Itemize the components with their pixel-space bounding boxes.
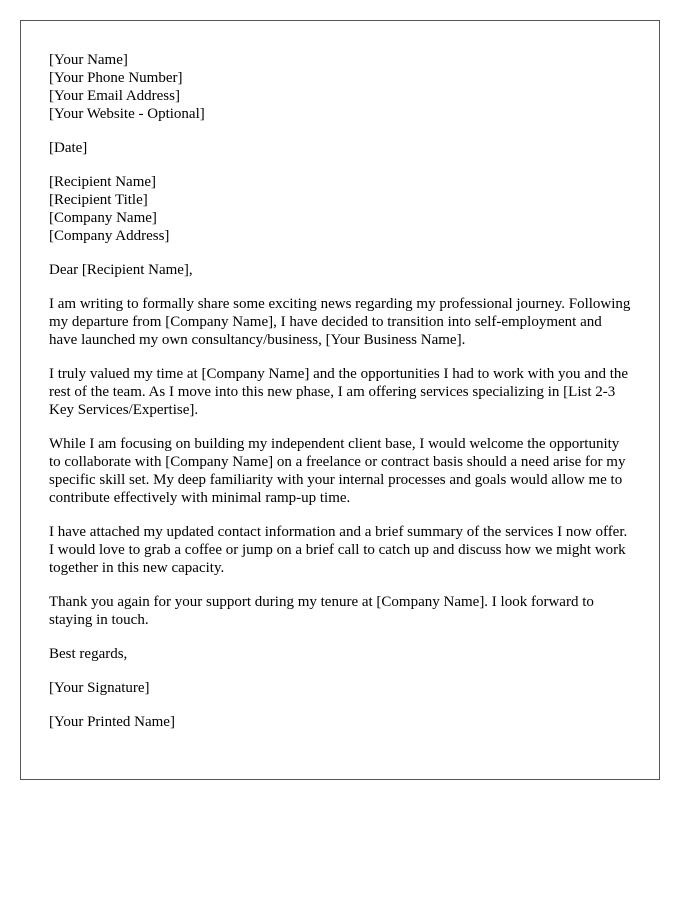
closing: Best regards, <box>49 646 128 662</box>
body-paragraph-4: I have attached my updated contact information and a brief summary of the services I now offer. I would love to grab a coffee or jump on a brief call to catch up and discuss how we might work together in this new capacity. <box>49 524 628 576</box>
letter-date: [Date] <box>49 140 88 156</box>
body-paragraph-5: Thank you again for your support during my tenure at [Company Name]. I look forward to staying in touch. <box>49 594 594 628</box>
sender-block <box>49 51 631 123</box>
body-paragraph-1: I am writing to formally share some exciting news regarding my professional journey. Following my departure from [Company Name], I have decided to transition into self-employment and have launched my own consultancy/business, [Your Business Name]. <box>49 296 631 348</box>
recipient-block <box>49 173 631 245</box>
recipient-address: [Company Address] <box>49 228 170 244</box>
letter-page <box>20 20 660 780</box>
sender-website: [Your Website - Optional] <box>49 106 205 122</box>
recipient-name: [Recipient Name] <box>49 174 157 190</box>
body-paragraph-3: While I am focusing on building my independent client base, I would welcome the opportunity to collaborate with [Company Name] on a freelance or contract basis should a need arise for my specific skill set. My deep familiarity with your internal processes and goals would allow me to contribute effectively with minimal ramp-up time. <box>49 436 626 506</box>
sender-phone: [Your Phone Number] <box>49 70 183 86</box>
recipient-title: [Recipient Title] <box>49 192 148 208</box>
date-block <box>49 139 631 157</box>
salutation: Dear [Recipient Name], <box>49 262 193 278</box>
body-paragraph-2: I truly valued my time at [Company Name] and the opportunities I had to work with you and the rest of the team. As I move into this new phase, I am offering services specializing in [List 2-3 Key Services/Expertise]. <box>49 366 629 418</box>
sender-name: [Your Name] <box>49 52 128 68</box>
recipient-company: [Company Name] <box>49 210 157 226</box>
signature: [Your Signature] <box>49 680 150 696</box>
printed-name: [Your Printed Name] <box>49 714 175 730</box>
sender-email: [Your Email Address] <box>49 88 180 104</box>
